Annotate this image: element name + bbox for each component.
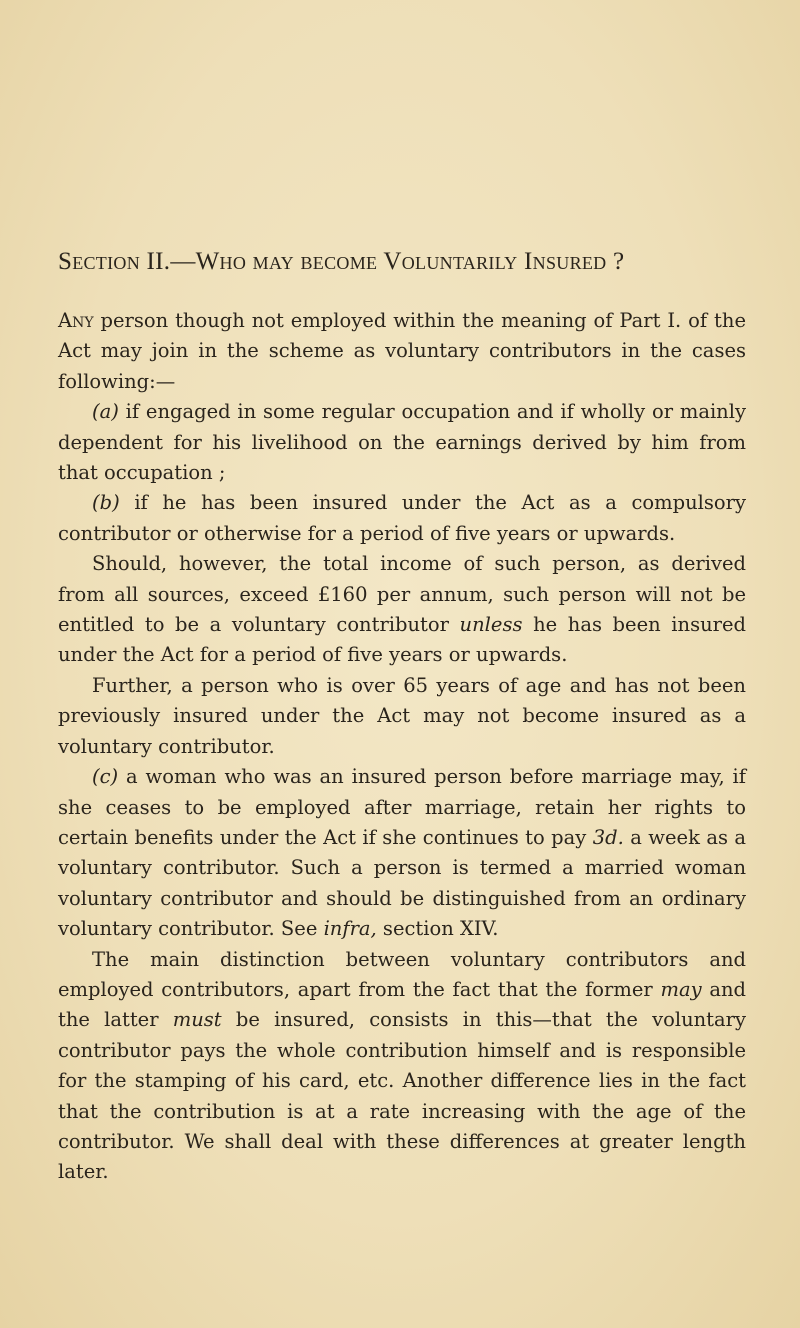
text-c-3: section XIV. <box>376 917 499 941</box>
section-heading: Section II.—Who may become Voluntarily Insured ? <box>58 248 625 275</box>
emphasis-may: may <box>660 977 702 1001</box>
should-text-1: Should, however, the total income of such person, as derived from all sources, exceed £160 per annum, such person will not be entitled to be a voluntary contributor <box>58 552 746 637</box>
text-b: if he has been insured under the Act as a compulsory contributor or otherwise for a period of five years or upwards. <box>58 491 746 545</box>
marker-b: (b) <box>92 491 120 515</box>
intro-text: person though not employed within the meaning of Part I. of the Act may join in the scheme as voluntary contributors in the cases following:— <box>58 309 746 393</box>
text-c-1: a woman who was an insured person before marriage may, if she ceases to be employed after marriage, retain her rights to certain benefits under the Act if she continues to pay <box>58 765 746 849</box>
body-text <box>58 306 746 1188</box>
main-text-2: and the latter <box>58 977 746 1032</box>
should-emphasis: unless <box>459 613 523 637</box>
paragraph-further <box>58 671 746 762</box>
paragraph-c <box>58 762 746 944</box>
intro-lead-word: Any <box>58 309 94 332</box>
paragraph-b <box>58 488 746 549</box>
paragraph-main <box>58 945 746 1188</box>
main-text-1: The main distinction between voluntary contributors and employed contributors, apart from the fact that the former <box>58 947 746 1001</box>
text-a: if engaged in some regular occupation and if wholly or mainly dependent for his livelihood on the earnings derived by him from that occupation ; <box>58 400 746 485</box>
main-text-3: be insured, consists in this—that the voluntary contributor pays the whole contribution himself and is responsible for the stamping of his card, etc. Another difference lies in the fact that the contribution is at a rate increasing with the age of the contributor. We shall deal with these differences at greater length later. <box>58 1008 746 1184</box>
amount-3d: 3d. <box>592 825 624 849</box>
text-c-2: a week as a voluntary contributor. Such a person is termed a married woman voluntary contributor and should be distinguished from an ordinary voluntary contributor. See <box>58 825 747 941</box>
emphasis-must: must <box>172 1008 222 1032</box>
paragraph-should <box>58 549 746 671</box>
further-text: Further, a person who is over 65 years of age and has not been previously insured under the Act may not become insured as a voluntary contributor. <box>58 673 746 758</box>
marker-a: (a) <box>92 400 119 424</box>
paragraph-a <box>58 397 746 488</box>
paragraph-intro <box>58 306 746 397</box>
should-text-2: he has been insured under the Act for a period of five years or upwards. <box>58 613 746 667</box>
marker-c: (c) <box>92 765 119 789</box>
infra-ref: infra, <box>323 917 377 941</box>
